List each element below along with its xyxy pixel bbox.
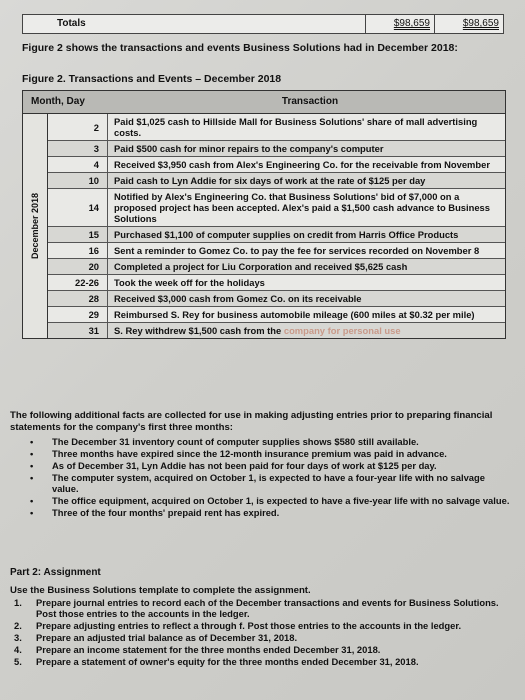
row-day: 29 bbox=[48, 307, 108, 322]
totals-value-2: $98,659 bbox=[434, 15, 503, 33]
row-day: 16 bbox=[48, 243, 108, 258]
row-day: 15 bbox=[48, 227, 108, 242]
table-row bbox=[48, 323, 505, 338]
table-row bbox=[48, 227, 505, 243]
facts-list bbox=[30, 436, 510, 519]
header-transaction: Transaction bbox=[281, 96, 339, 107]
step-number: 2. bbox=[14, 620, 22, 631]
list-item: • The computer system, acquired on October 1, is expected to have a four-year life with no salvage value. bbox=[30, 472, 510, 494]
intro-text: Figure 2 shows the transactions and events Business Solutions had in December 2018: bbox=[22, 42, 458, 54]
list-item bbox=[14, 597, 510, 619]
row-text: Took the week off for the holidays bbox=[114, 277, 265, 288]
row-text: Purchased $1,100 of computer supplies on credit from Harris Office Products bbox=[108, 227, 505, 242]
step-number: 1. bbox=[14, 597, 22, 608]
assignment-intro: Use the Business Solutions template to complete the assignment. bbox=[10, 585, 311, 596]
row-day: 3 bbox=[48, 141, 108, 156]
step-text: Prepare journal entries to record each of the December transactions and events for Business Solutions. Post those entries to the accounts in the ledger. bbox=[36, 597, 499, 619]
assignment-steps bbox=[14, 597, 510, 668]
step-text: Prepare a statement of owner's equity for the three months ended December 31, 2018. bbox=[36, 656, 419, 667]
totals-label: Totals bbox=[57, 18, 86, 29]
row-day: 20 bbox=[48, 259, 108, 274]
table-row bbox=[48, 114, 505, 141]
step-number: 4. bbox=[14, 644, 22, 655]
list-item: • As of December 31, Lyn Addie has not been paid for four days of work at $125 per day. bbox=[30, 460, 510, 471]
figure-title: Figure 2. Transactions and Events – December 2018 bbox=[22, 73, 282, 85]
list-item: • The December 31 inventory count of computer supplies shows $580 still available. bbox=[30, 436, 510, 447]
list-item bbox=[14, 644, 510, 655]
row-text: Paid $1,025 cash to Hillside Mall for Business Solutions' share of mall advertising costs. bbox=[114, 116, 478, 138]
row-text: Received $3,950 cash from Alex's Engineering Co. for the receivable from November bbox=[114, 159, 490, 170]
row-day: 28 bbox=[48, 291, 108, 306]
part-title: Part 2: Assignment bbox=[10, 567, 101, 578]
row-text bbox=[108, 323, 505, 338]
row-day: 22-26 bbox=[48, 275, 108, 290]
table-row bbox=[48, 157, 505, 173]
row-day: 31 bbox=[48, 323, 108, 338]
step-text: Prepare adjusting entries to reflect a through f. Post those entries to the accounts in the ledger. bbox=[36, 620, 462, 631]
table-row bbox=[48, 307, 505, 323]
table-row bbox=[48, 189, 505, 227]
table-header bbox=[23, 91, 505, 114]
row-text: Paid $500 cash for minor repairs to the company's computer bbox=[108, 141, 505, 156]
row-text: Notified by Alex's Engineering Co. that Business Solutions' bid of $7,000 on a proposed project has been accepted. Alex's paid a $1,500 cash advance to Business Solutions bbox=[114, 191, 490, 224]
row-day: 10 bbox=[48, 173, 108, 188]
row-day: 4 bbox=[48, 157, 108, 172]
totals-row bbox=[22, 14, 504, 34]
step-text: Prepare an income statement for the three months ended December 31, 2018. bbox=[36, 644, 381, 655]
table-rows bbox=[48, 114, 505, 338]
row-text: Reimbursed S. Rey for business automobile mileage (600 miles at $0.32 per mile) bbox=[114, 309, 475, 320]
table-row bbox=[48, 243, 505, 259]
additional-facts-text: The following additional facts are collected for use in making adjusting entries prior to preparing financial statements for the company's first three months: bbox=[10, 410, 493, 433]
list-item bbox=[14, 656, 510, 667]
list-item: • Three months have expired since the 12-month insurance premium was paid in advance. bbox=[30, 448, 510, 459]
row-day: 2 bbox=[48, 114, 108, 140]
header-month-day: Month, Day bbox=[31, 96, 85, 107]
transactions-table bbox=[22, 90, 506, 339]
table-row bbox=[48, 173, 505, 189]
month-side-label bbox=[23, 114, 48, 338]
table-row bbox=[48, 141, 505, 157]
row-text: Sent a reminder to Gomez Co. to pay the fee for services recorded on November 8 bbox=[114, 245, 480, 256]
side-label-text: December 2018 bbox=[30, 192, 40, 260]
row-day: 14 bbox=[48, 189, 108, 226]
list-item bbox=[14, 620, 510, 631]
row-text: Completed a project for Liu Corporation and received $5,625 cash bbox=[108, 259, 505, 274]
table-row bbox=[48, 291, 505, 307]
row-text: Received $3,000 cash from Gomez Co. on its receivable bbox=[108, 291, 505, 306]
list-item: • The office equipment, acquired on October 1, is expected to have a five-year life with no salvage value. bbox=[30, 495, 510, 506]
list-item: • Three of the four months' prepaid rent has expired. bbox=[30, 507, 510, 518]
row-text-part: S. Rey withdrew $1,500 cash from the bbox=[114, 325, 284, 336]
step-text: Prepare an adjusted trial balance as of December 31, 2018. bbox=[36, 632, 298, 643]
step-number: 3. bbox=[14, 632, 22, 643]
row-text: Paid cash to Lyn Addie for six days of work at the rate of $125 per day bbox=[108, 173, 505, 188]
list-item bbox=[14, 632, 510, 643]
totals-value-1: $98,659 bbox=[365, 15, 434, 33]
table-row bbox=[48, 259, 505, 275]
table-row bbox=[48, 275, 505, 291]
row-text-faded: company for personal use bbox=[283, 325, 401, 336]
step-number: 5. bbox=[14, 656, 22, 667]
